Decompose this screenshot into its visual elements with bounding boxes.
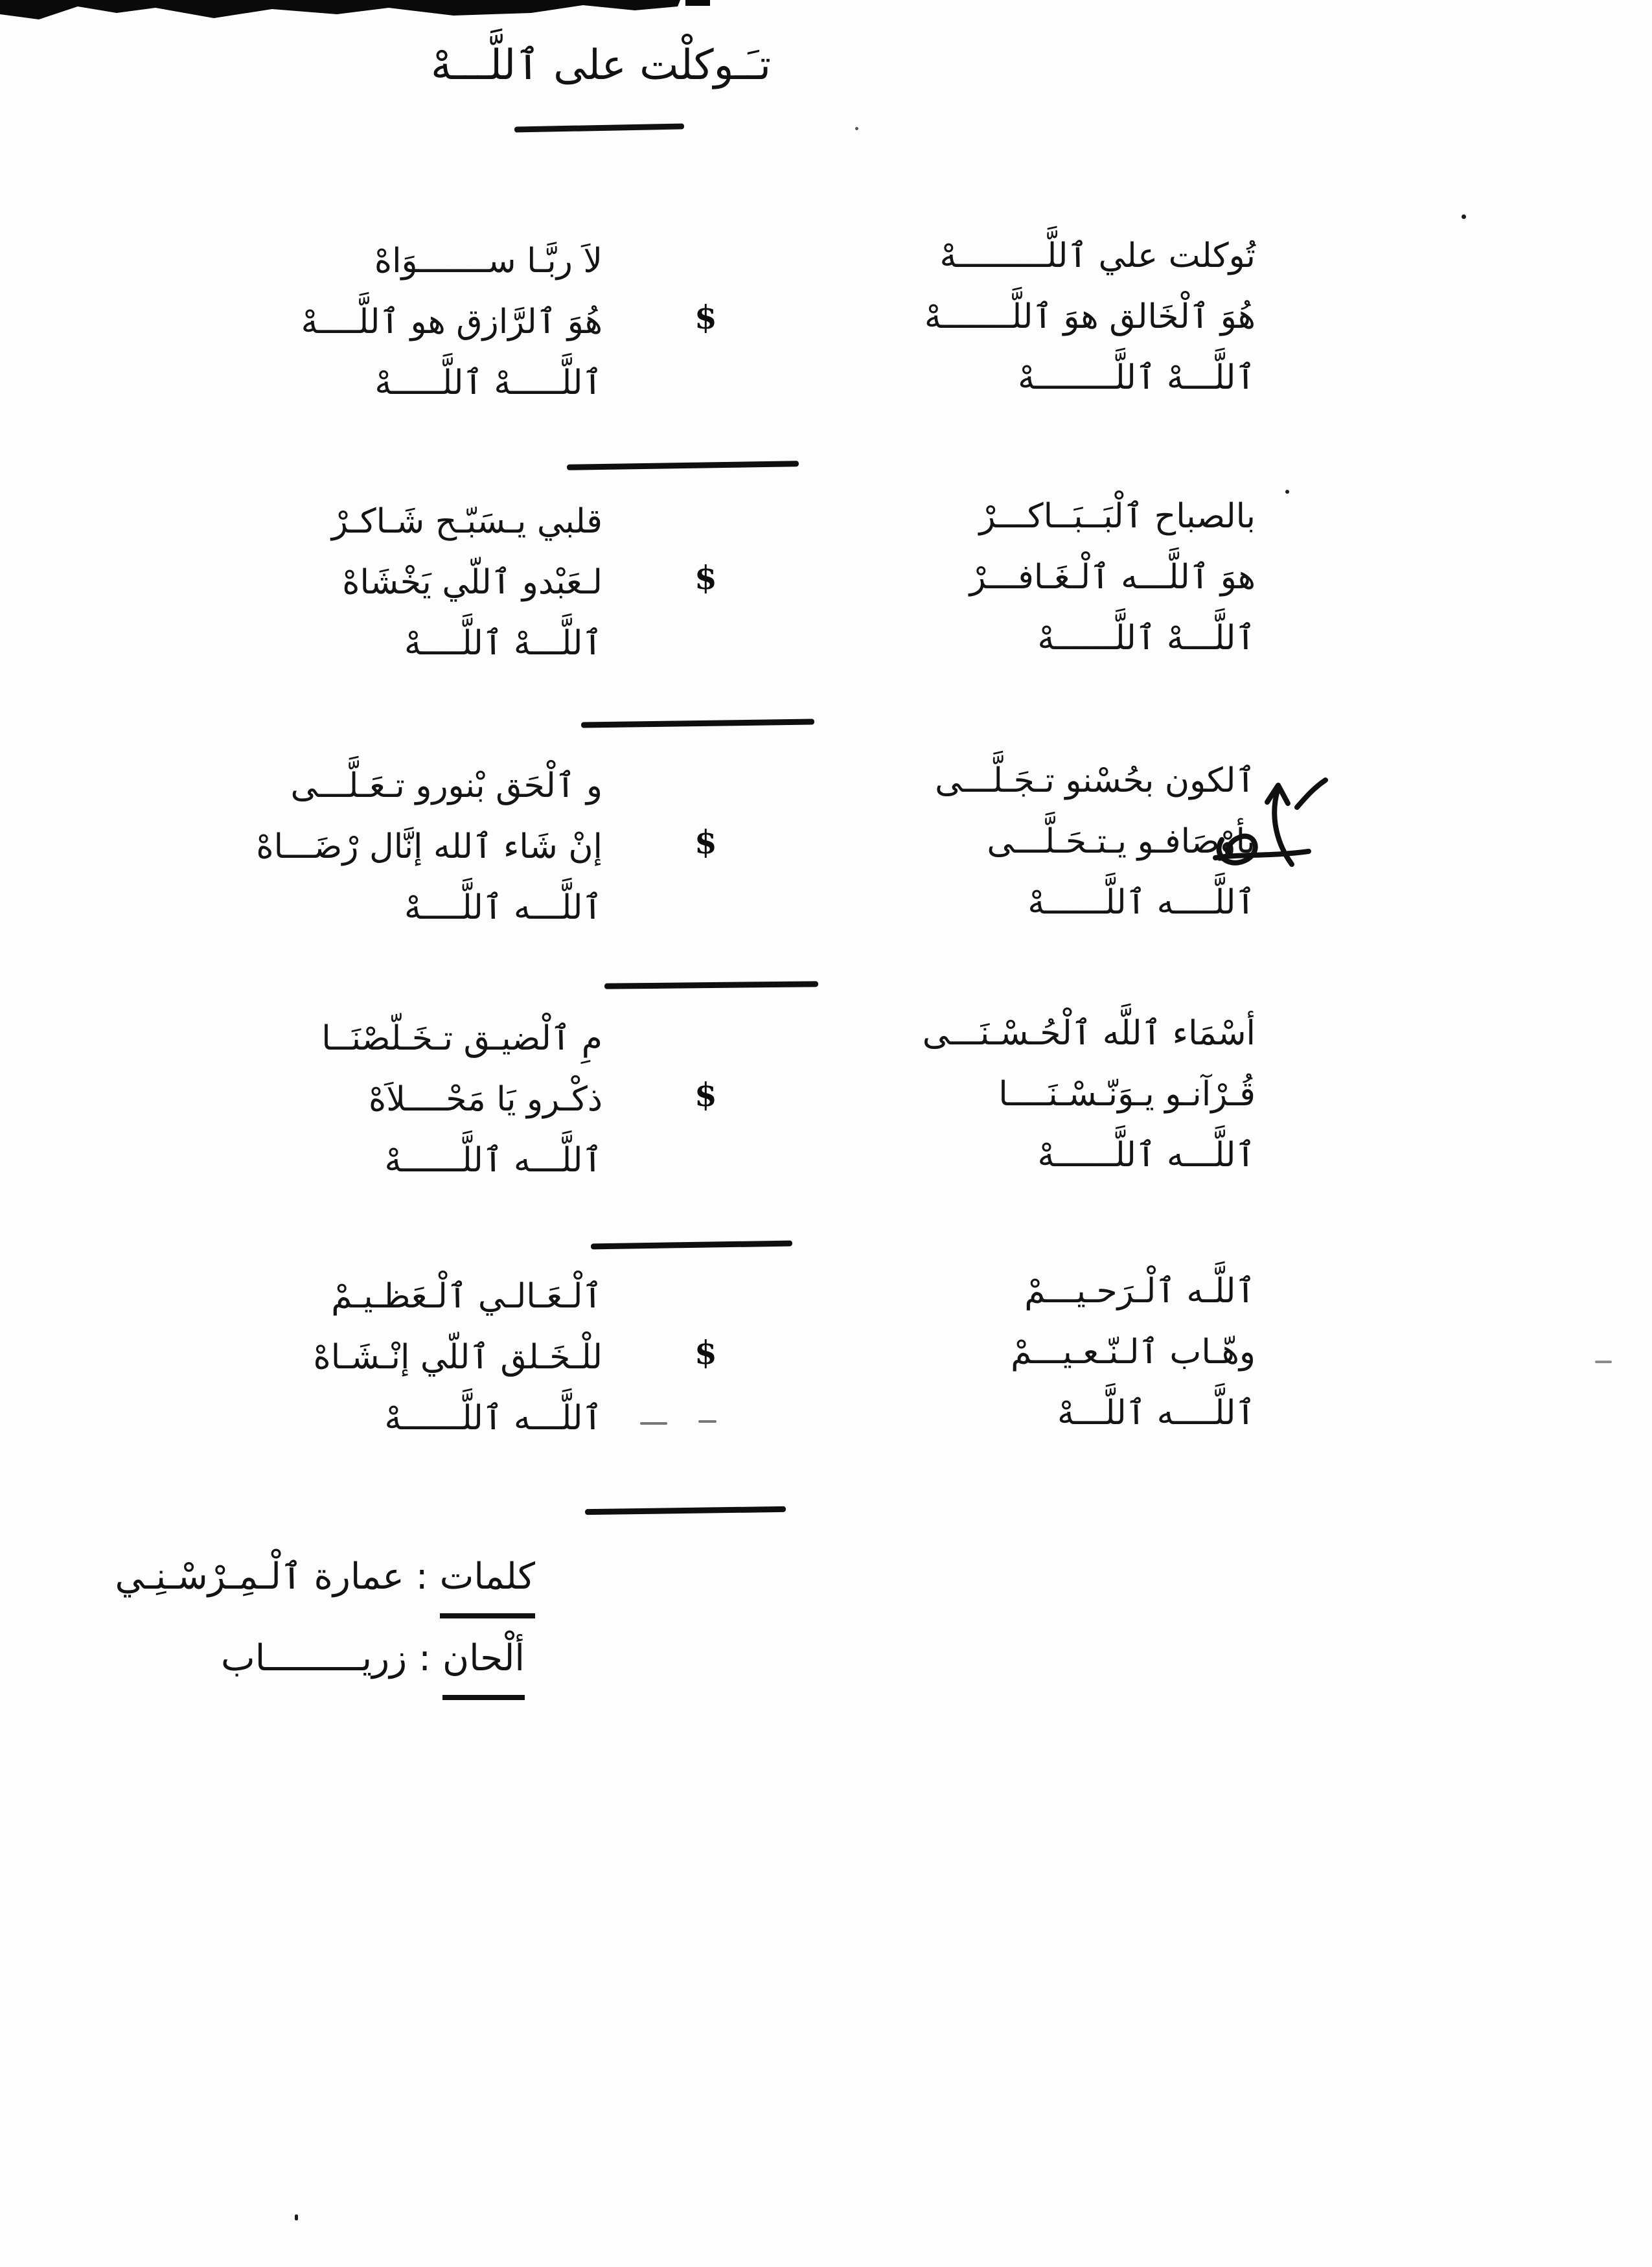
scan-speck [1462,214,1466,219]
scan-speck [698,1420,717,1423]
verse-separator-symbol: $ [694,298,717,336]
verse-line: لاَ ربَّـا ســـــــوَاهْ [374,242,602,281]
verse-line: وهّـاب ٱلـنّـعـيـــمْ [1011,1333,1256,1372]
stanza-2-right-hemistich [970,486,1256,669]
stanza-4-left-hemistich [321,1008,602,1191]
verse-line: ٱللَّـــه ٱللَّــــهْ [404,888,602,927]
words-label: كلمات [440,1546,535,1618]
verse-line: هُوَ ٱلرَّازق هو ٱللَّــــهْ [301,303,602,341]
verse-separator-symbol: $ [694,1076,717,1114]
verse-line: بأوْصَافـو يـتـحَـلَّـــى [987,822,1256,861]
stanza-3 [0,750,1652,945]
verse-line: ٱللَّـه ٱلْـرَحـيـــمْ [1024,1272,1256,1311]
stanza-2-left-hemistich [332,491,602,674]
verse-line: ٱللَّــــه ٱللَّـــهْ [1057,1394,1256,1433]
song-title: تـَـوكلْت على ٱللَّـــهْ [430,41,771,89]
verse-line: ذكْـرو يَا مَحْــــلاَهْ [369,1080,602,1119]
verse-separator-symbol: $ [694,1333,717,1372]
verse-line: ٱللَّـــه ٱللَّــــــهْ [1037,1136,1256,1175]
colon-separator: : [415,1556,428,1598]
scan-edge-artifact [0,0,726,29]
verse-line: ٱللَّـــه ٱللَّــــــهْ [384,1399,602,1438]
stanza-4 [0,1003,1652,1197]
scan-speck [1285,490,1289,494]
melody-composer: زريـــــــــاب [221,1637,407,1679]
stanza-1 [0,225,1652,420]
stanza-4-right-hemistich [923,1003,1256,1186]
verse-separator-symbol: $ [694,558,717,597]
stanza-divider [567,461,799,470]
verse-line: ٱللَّـــهْ ٱللَّــــهْ [404,624,602,663]
verse-line: بالصباح ٱلْبَــبَــاكـــرْ [979,497,1256,536]
stanza-1-right-hemistich [924,225,1256,408]
verse-line: قلبي يـسَبّـح شَـاكـرْ [331,502,602,541]
verse-line: ٱللَّـــهْ ٱللَّــــــــهْ [1018,358,1256,397]
stanza-2 [0,486,1652,680]
scan-speck [1595,1361,1612,1363]
verse-line: ٱللَّـــــهْ ٱللَّـــــهْ [374,363,602,402]
verse-line: هوَ ٱللَّـــه ٱلْـغَـافـــرْ [969,558,1256,597]
stanza-divider [591,1241,792,1250]
verse-line: أسْمَاء ٱللَّه ٱلْحُـسْـنَـــى [922,1014,1256,1053]
verse-line: ٱلْـعَـالـي ٱلْـعَظـيـمْ [331,1277,602,1316]
verse-line: إنْ شَاء ٱلله إنَّال رْضَـــاهْ [256,827,602,866]
verse-line: ٱللَّـــه ٱللَّــــــهْ [384,1141,602,1180]
credits-words-row [115,1546,535,1618]
handwritten-scribble [1200,762,1336,879]
scan-speck [855,127,858,130]
verse-line: قُـرْآنـو يـوَنّـسْـنَــــا [998,1075,1256,1114]
verse-line: هُوَ ٱلْخَالق هوَ ٱللَّـــــــهْ [924,297,1256,336]
scan-speck [640,1422,667,1425]
verse-separator-symbol: $ [694,823,717,861]
verse-line: لـعَبْدو ٱللّي يَخْشَاهْ [342,563,602,602]
stanza-5-left-hemistich [314,1266,602,1449]
stanza-5 [0,1261,1652,1455]
stanza-5-right-hemistich [1011,1261,1256,1444]
stanza-divider [585,1506,786,1515]
verse-line: ٱللَّـــهْ ٱللَّــــــهْ [1037,619,1256,658]
verse-line: تُوكلت علي ٱللَّـــــــــهْ [939,236,1256,275]
melody-label: ألْحان [442,1628,525,1700]
stanza-1-left-hemistich [301,231,602,413]
title-underline [514,123,684,132]
stanza-divider [604,981,818,989]
verse-line: للْـخَـلق ٱللّي إنْـشَـاهْ [313,1338,602,1377]
verse-line: و ٱلْحَق بْنورو تـعَـلَّـــى [290,766,602,805]
colon-separator: : [419,1637,431,1679]
credits-melody-row [148,1628,525,1700]
stanza-3-left-hemistich [256,755,602,938]
scan-speck [295,2215,298,2220]
words-author: عمارة ٱلْـمِـرْسْـنِـي [115,1556,404,1598]
verse-line: مِ ٱلْضيـق تـخَـلّصْنَــا [321,1019,602,1058]
stanza-divider [581,719,814,728]
verse-line: ٱلكون بحُسْنو تـجَـلَّـــى [935,761,1256,800]
verse-line: ٱللَّــــه ٱللَّــــــهْ [1027,883,1256,922]
